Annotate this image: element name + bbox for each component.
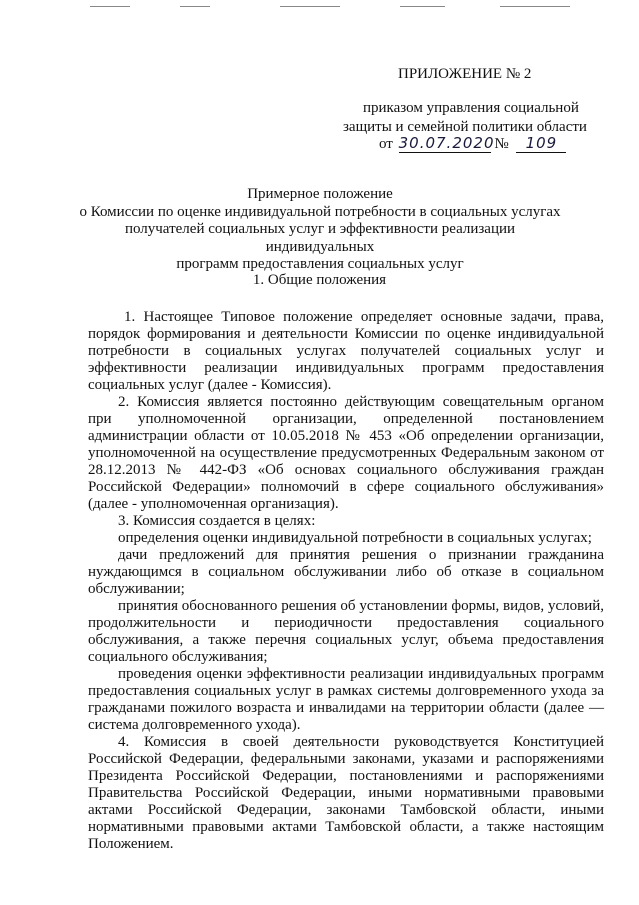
paragraph: 2. Комиссия является постоянно действующим совещательным органом при уполномоченной организации, определенной постановлением администрации области от 10.05.2018 № 453 «Об определении организации, уполномоченной на осуществление предусмотренных Федеральным законом от 28.12.2013 № 442-ФЗ «Об основах социального обслуживания граждан Российской Федерации» полномочий в сфере социального обслуживания» (далее - уполномоченная организация). xyxy=(88,394,604,512)
document-title xyxy=(70,186,570,274)
paragraph: 4. Комиссия в своей деятельности руководствуется Конституцией Российской Федерации, федеральными законами, указами и распоряжениями Президента Российской Федерации, постановлениями и распоряжениями Правительства Российской Федерации, иными нормативными правовыми актами Российской Федерации, законами Тамбовской области, иными нормативными правовыми актами Тамбовской области, а также настоящим Положением. xyxy=(88,734,604,852)
handwritten-order-date: 30.07.2020 xyxy=(398,134,495,152)
approval-line-2: защиты и семейной политики области xyxy=(343,119,587,135)
section-heading: 1. Общие положения xyxy=(252,272,387,288)
approval-line-1: приказом управления социальной xyxy=(363,100,579,116)
order-date-number-line xyxy=(379,134,566,156)
document-body xyxy=(88,309,604,853)
handwritten-order-number: 109 xyxy=(516,134,566,153)
title-line: программ предоставления социальных услуг xyxy=(176,256,464,272)
title-line: получателей социальных услуг и эффективности реализации индивидуальных xyxy=(124,221,516,255)
date-prefix: от xyxy=(379,136,393,152)
paragraph: 1. Настоящее Типовое положение определяет основные задачи, права, порядок формирования и деятельности Комиссии по оценке индивидуальной потребности в социальных услугах получателей социальных услуг и эффективности реализации индивидуальных программ предоставления социальных услуг (далее - Комиссия). xyxy=(88,309,604,393)
title-line: о Комиссии по оценке индивидуальной потребности в социальных услугах xyxy=(79,203,561,220)
appendix-header xyxy=(0,0,639,160)
paragraph: дачи предложений для принятия решения о признании гражданина нуждающимся в социальном обслуживании либо об отказе в социальном обслуживании; xyxy=(88,547,604,597)
title-line: Примерное положение xyxy=(247,186,393,202)
paragraph: принятия обоснованного решения об установлении формы, видов, условий, продолжительности и периодичности предоставления социального обслуживания, а также перечня социальных услуг, объема предоставления социального обслуживания; xyxy=(88,598,604,665)
number-label: № xyxy=(494,136,509,152)
appendix-title: ПРИЛОЖЕНИЕ № 2 xyxy=(398,66,532,82)
paragraph: проведения оценки эффективности реализации индивидуальных программ предоставления социальных услуг в рамках системы долговременного ухода за гражданами пожилого возраста и инвалидами на территории области (далее — система долговременного ухода). xyxy=(88,666,604,733)
paragraph: 3. Комиссия создается в целях: xyxy=(118,513,316,529)
paragraph: определения оценки индивидуальной потребности в социальных услугах; xyxy=(118,530,592,546)
